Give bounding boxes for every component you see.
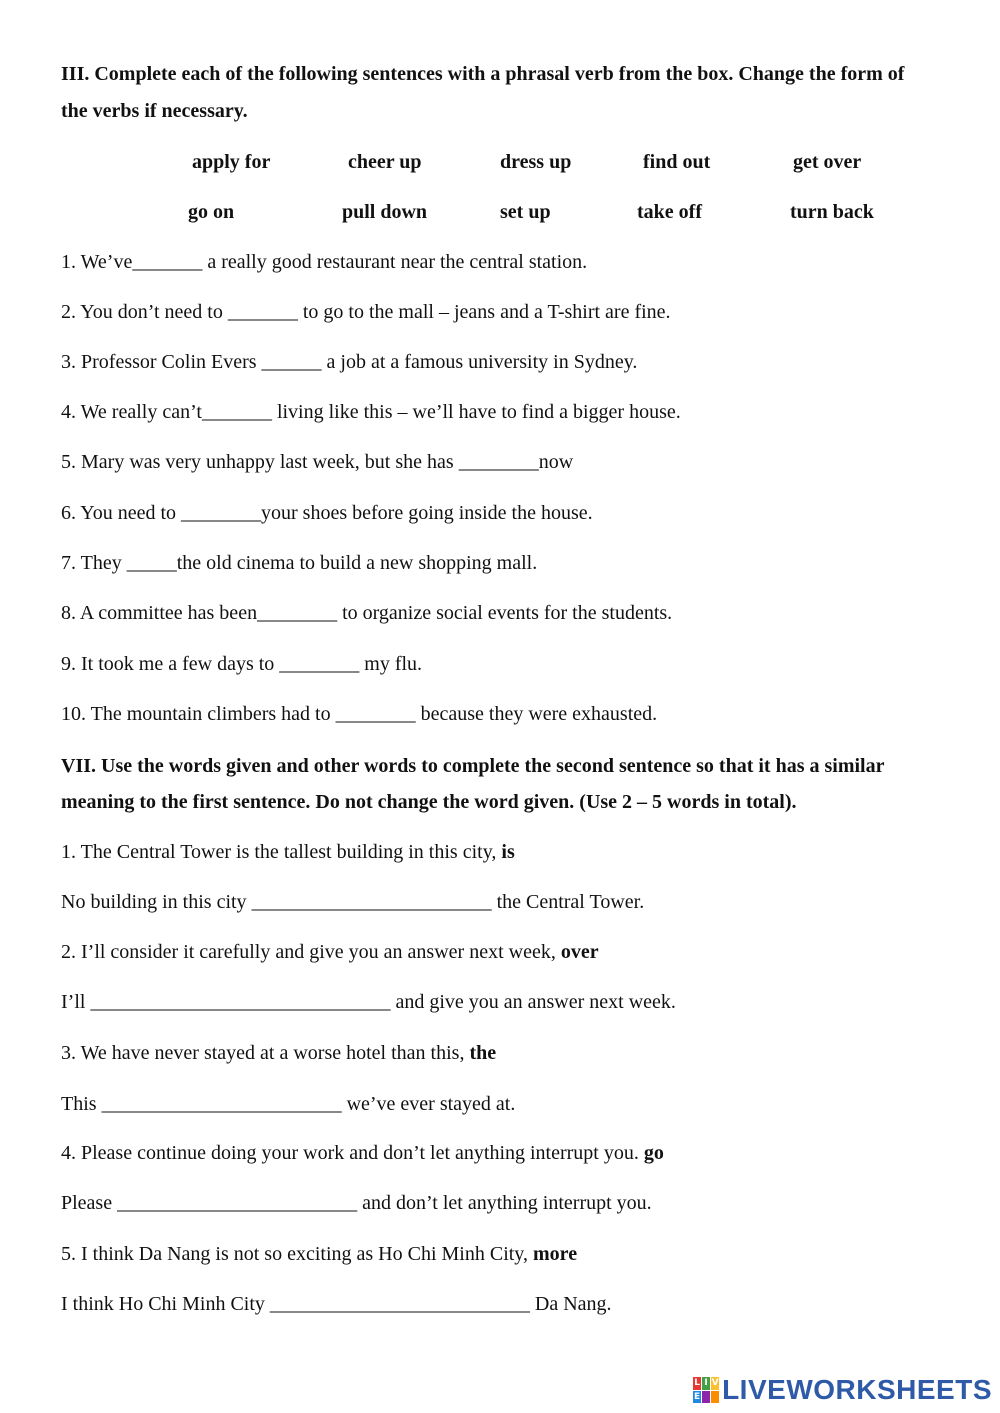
logo-letter	[711, 1391, 719, 1404]
section-7-answer	[61, 1092, 515, 1116]
answer-text: Please	[61, 1192, 118, 1214]
prompt-text: 3. We have never stayed at a worse hotel than this,	[61, 1042, 470, 1064]
keyword: is	[501, 841, 515, 863]
section-3-item	[61, 250, 587, 274]
answer-blank[interactable]: ________	[458, 451, 539, 473]
section-3-item	[61, 350, 637, 374]
answer-blank[interactable]: ________	[257, 602, 338, 624]
answer-blank[interactable]: ________________________	[251, 891, 492, 913]
answer-text: I’ll	[61, 991, 91, 1013]
word-apply-for: apply for	[192, 151, 271, 173]
answer-text: the Central Tower.	[491, 891, 645, 913]
answer-blank[interactable]: ________________________	[117, 1192, 358, 1214]
liveworksheets-logo[interactable]	[693, 1373, 992, 1407]
item-text: a really good restaurant near the central station.	[202, 251, 588, 273]
word-cheer-up: cheer up	[348, 151, 422, 173]
prompt-text: 2. I’ll consider it carefully and give you an answer next week,	[61, 941, 561, 963]
answer-blank[interactable]: ______	[261, 351, 322, 373]
prompt-text: 1. The Central Tower is the tallest building in this city,	[61, 841, 502, 863]
section-3-item	[61, 501, 593, 525]
item-text: 3. Professor Colin Evers	[61, 351, 262, 373]
answer-text: and don’t let anything interrupt you.	[357, 1192, 652, 1214]
section-3-heading-line-1: III. Complete each of the following sentences with a phrasal verb from the box. Change the form of	[61, 63, 905, 85]
section-3-item	[61, 702, 657, 726]
item-text: 4. We really can’t	[61, 401, 202, 423]
item-text: 7. They	[61, 552, 127, 574]
answer-text: we’ve ever stayed at.	[341, 1093, 516, 1115]
answer-blank[interactable]: _____	[126, 552, 177, 574]
item-text: 6. You need to	[61, 502, 182, 524]
section-3-item	[61, 400, 681, 424]
liveworksheets-logo-icon	[693, 1377, 719, 1403]
word-turn-back: turn back	[790, 201, 874, 223]
item-text: my flu.	[359, 653, 423, 675]
item-text: to go to the mall – jeans and a T-shirt are fine.	[297, 301, 671, 323]
section-7-answer	[61, 990, 676, 1014]
answer-blank[interactable]: _______	[227, 301, 298, 323]
answer-blank[interactable]: ________	[279, 653, 360, 675]
logo-letter: E	[694, 1391, 701, 1402]
logo-letter: L	[694, 1378, 700, 1389]
answer-blank[interactable]: __________________________	[269, 1293, 530, 1315]
section-7-answer	[61, 890, 644, 914]
answer-text: I think Ho Chi Minh City	[61, 1293, 270, 1315]
answer-blank[interactable]: _______	[201, 401, 272, 423]
section-7-heading-line-2: meaning to the first sentence. Do not change the word given. (Use 2 – 5 words in total).	[61, 791, 797, 813]
answer-text: This	[61, 1093, 102, 1115]
section-3-item	[61, 601, 672, 625]
section-3-item	[61, 652, 422, 676]
section-7-prompt	[61, 840, 515, 864]
answer-text: and give you an answer next week.	[390, 991, 676, 1013]
word-find-out: find out	[643, 151, 711, 173]
item-text: living like this – we’ll have to find a bigger house.	[271, 401, 681, 423]
section-7-answer	[61, 1292, 612, 1316]
section-7-heading-line-1: VII. Use the words given and other words to complete the second sentence so that it has a similar	[61, 755, 885, 777]
section-7-prompt	[61, 1242, 577, 1266]
section-3-heading-line-2: the verbs if necessary.	[61, 100, 248, 122]
word-pull-down: pull down	[342, 201, 428, 223]
prompt-text: 4. Please continue doing your work and don’t let anything interrupt you.	[61, 1142, 644, 1164]
answer-text: No building in this city	[61, 891, 252, 913]
brand-name: LIVEWORKSHEETS	[722, 1374, 992, 1405]
section-7-prompt	[61, 1041, 496, 1065]
answer-blank[interactable]: ________________________	[101, 1093, 342, 1115]
section-3-item	[61, 551, 537, 575]
logo-letter: I	[702, 1377, 710, 1390]
item-text: 1. We’ve	[61, 251, 133, 273]
item-text: now	[538, 451, 574, 473]
section-7-prompt	[61, 1141, 664, 1165]
keyword: go	[643, 1142, 664, 1164]
answer-blank[interactable]: ________	[181, 502, 262, 524]
item-text: 5. Mary was very unhappy last week, but she has	[61, 451, 459, 473]
section-7-prompt	[61, 940, 599, 964]
word-set-up: set up	[500, 201, 551, 223]
item-text: 9. It took me a few days to	[61, 653, 280, 675]
section-7-answer	[61, 1191, 652, 1215]
keyword: over	[560, 941, 599, 963]
item-text: 8. A committee has been	[61, 602, 258, 624]
section-3-item	[61, 450, 573, 474]
item-text: a job at a famous university in Sydney.	[321, 351, 638, 373]
keyword: more	[533, 1243, 578, 1265]
word-take-off: take off	[637, 201, 702, 223]
item-text: to organize social events for the students.	[337, 602, 673, 624]
word-dress-up: dress up	[500, 151, 572, 173]
keyword: the	[469, 1042, 497, 1064]
answer-blank[interactable]: _______	[132, 251, 203, 273]
logo-letter: V	[711, 1378, 719, 1389]
answer-blank[interactable]: ________	[335, 703, 416, 725]
answer-text: Da Nang.	[529, 1293, 612, 1315]
logo-letter	[702, 1391, 710, 1404]
prompt-text: 5. I think Da Nang is not so exciting as Ho Chi Minh City,	[61, 1243, 534, 1265]
item-text: the old cinema to build a new shopping mall.	[176, 552, 538, 574]
section-3-item	[61, 300, 671, 324]
word-get-over: get over	[793, 151, 862, 173]
answer-blank[interactable]: ______________________________	[90, 991, 391, 1013]
item-text: your shoes before going inside the house.	[261, 502, 593, 524]
item-text: 10. The mountain climbers had to	[61, 703, 336, 725]
item-text: 2. You don’t need to	[61, 301, 228, 323]
word-go-on: go on	[188, 201, 235, 223]
item-text: because they were exhausted.	[415, 703, 658, 725]
